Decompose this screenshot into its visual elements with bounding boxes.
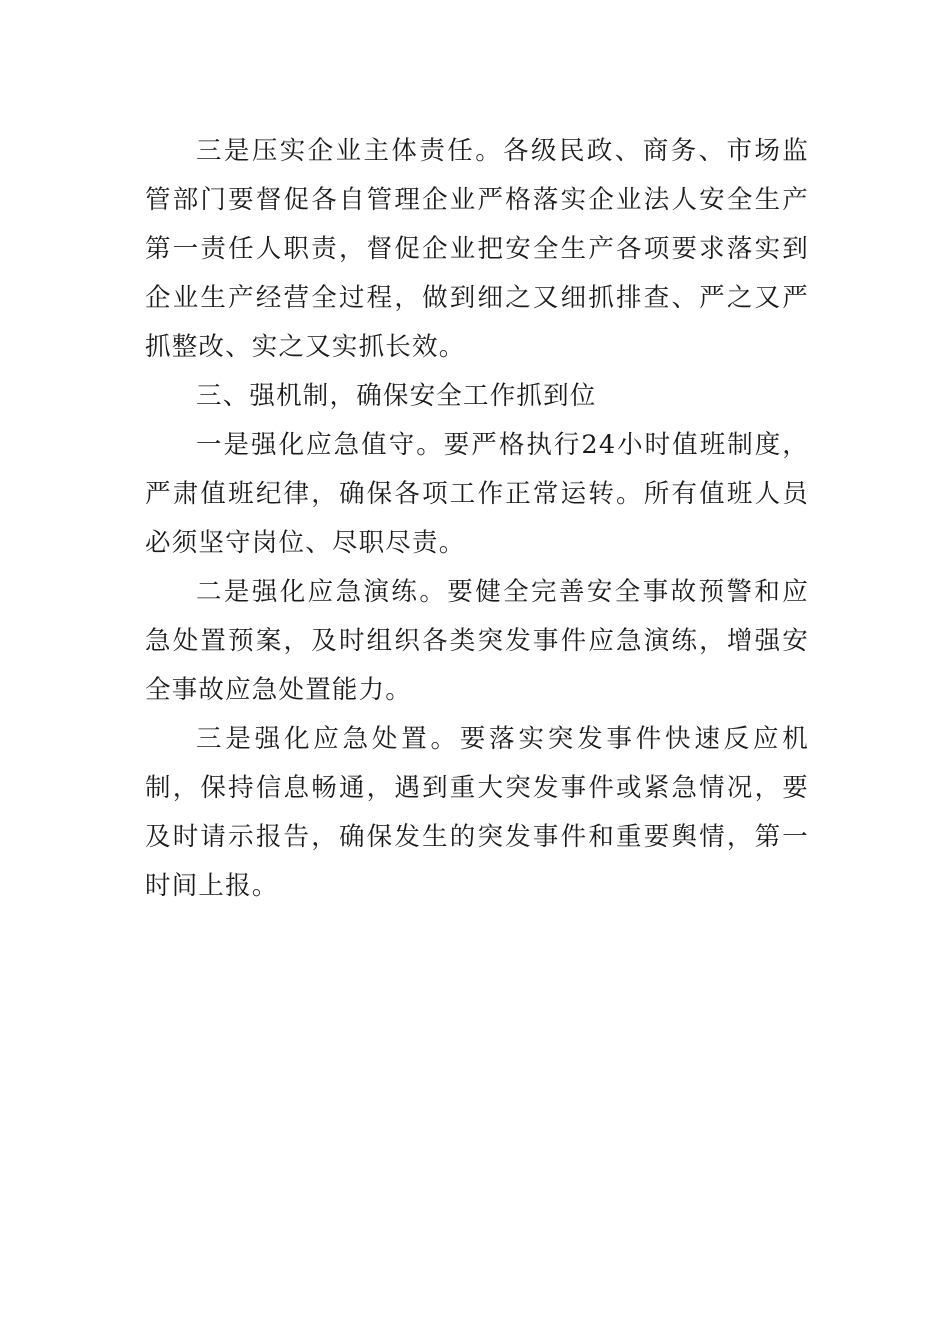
- paragraph-emergency-drill: 二是强化应急演练。要健全完善安全事故预警和应急处置预案，及时组织各类突发事件应急演练，增强安全事故应急处置能力。: [145, 577, 809, 705]
- paragraph-emergency-duty: 一是强化应急值守。要严格执行24小时值班制度，严肃值班纪律，确保各项工作正常运转。所有值班人员必须坚守岗位、尽职尽责。: [145, 430, 809, 558]
- paragraph-enterprise-responsibility: 三是压实企业主体责任。各级民政、商务、市场监管部门要督促各自管理企业严格落实企业法人安全生产第一责任人职责，督促企业把安全生产各项要求落实到企业生产经营全过程，做到细之又细抓排查、严之又严抓整改、实之又实抓长效。: [145, 136, 809, 362]
- document-body: [145, 127, 809, 911]
- paragraph-emergency-handling: 三是强化应急处置。要落实突发事件快速反应机制，保持信息畅通，遇到重大突发事件或紧急情况，要及时请示报告，确保发生的突发事件和重要舆情，第一时间上报。: [145, 724, 809, 901]
- section-heading-mechanism: 三、强机制，确保安全工作抓到位: [196, 381, 597, 411]
